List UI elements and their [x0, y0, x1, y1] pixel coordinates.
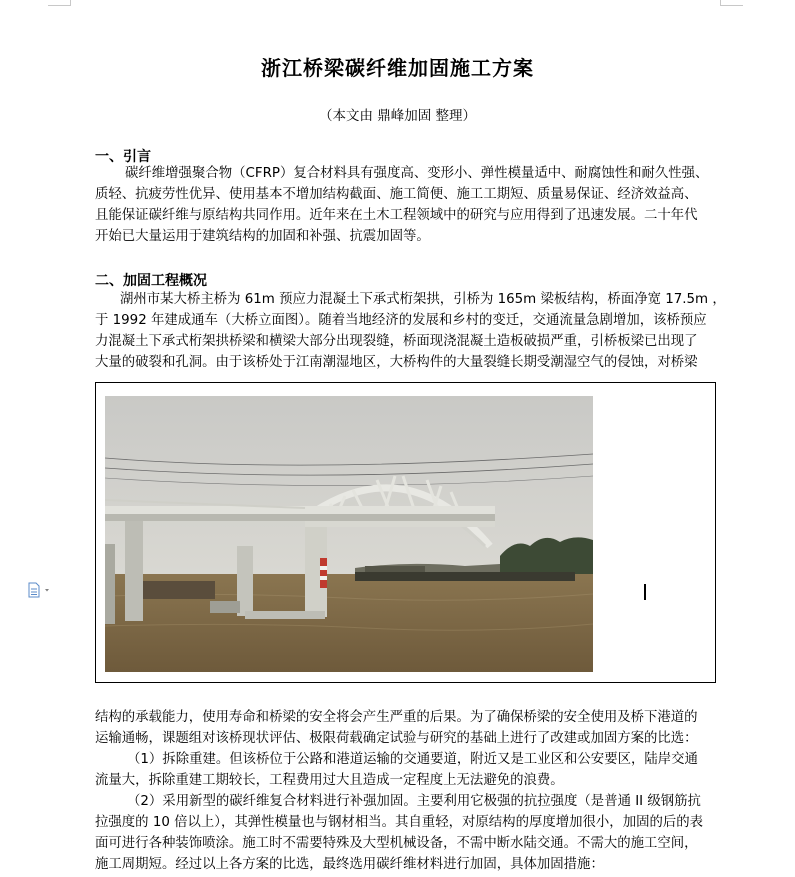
text-line: 面可进行各种装饰喷涂。施工时不需要特殊及大型机械设备，不需中断水陆交通。不需大的施工空间，	[95, 836, 698, 851]
text-line: 流量大，拆除重建工期较长，工程费用过大且造成一定程度上无法避免的浪费。	[95, 773, 564, 788]
text-line: 施工周期短。经过以上各方案的比选，最终选用碳纤维材料进行加固，具体加固措施：	[95, 857, 604, 872]
bridge-photo[interactable]	[105, 396, 593, 672]
section-heading-introduction: 一、引言	[95, 149, 151, 165]
bridge-elevation-image	[105, 396, 593, 672]
section-heading-overview: 二、加固工程概况	[95, 273, 207, 289]
text-cursor	[644, 584, 646, 600]
text-line: 运输通畅，课题组对该桥现状评估、极限荷载确定试验与研究的基础上进行了改建或加固方案的比选：	[95, 731, 698, 746]
margin-corner-top-left	[48, 0, 71, 6]
text-line: 拉强度的 10 倍以上），其弹性模量也与钢材相当。其自重轻，对原结构的厚度增加很小，加固的后的表	[95, 815, 704, 830]
text-line: （1）拆除重建。但该桥位于公路和港道运输的交通要道，附近又是工业区和公安要区，陆岸交通	[127, 752, 698, 767]
document-title: 浙江桥梁碳纤维加固施工方案	[261, 56, 534, 80]
text-line: 湖州市某大桥主桥为 61m 预应力混凝土下承式桁架拱，引桥为 165m 梁板结构，桥面净宽 17.5m ，	[120, 292, 726, 307]
text-line: 质轻、抗疲劳性优异、使用基本不增加结构截面、施工简便、施工工期短、质量易保证、经济效益高、	[95, 187, 698, 202]
text-line: 且能保证碳纤维与原结构共同作用。近年来在土木工程领域中的研究与应用得到了迅速发展。二十年代	[95, 208, 698, 223]
section-introduction-body	[95, 163, 720, 247]
text-line: 结构的承载能力，使用寿命和桥梁的安全将会产生严重的后果。为了确保桥梁的安全使用及桥下港道的	[95, 710, 698, 725]
text-line: 碳纤维增强聚合物（CFRP）复合材料具有强度高、变形小、弹性模量适中、耐腐蚀性和耐久性强、	[125, 166, 709, 181]
text-line: 大量的破裂和孔洞。由于该桥处于江南潮湿地区，大桥构件的大量裂缝长期受潮湿空气的侵蚀，对桥梁	[95, 355, 698, 370]
section-overview-continuation	[95, 707, 720, 875]
document-subtitle: （本文由 鼎峰加固 整理）	[318, 108, 477, 124]
text-line: 于 1992 年建成通车（大桥立面图）。随着当地经济的发展和乡村的变迁，交通流量急剧增加，该桥预应	[95, 313, 707, 328]
document-options-icon[interactable]	[27, 582, 53, 598]
text-line: 开始已大量运用于建筑结构的加固和补强、抗震加固等。	[95, 229, 430, 244]
text-line: （2）采用新型的碳纤维复合材料进行补强加固。主要利用它极强的抗拉强度（是普通 II 级钢筋抗	[127, 794, 701, 809]
section-overview-body	[95, 289, 726, 373]
bridge-photo-frame	[95, 382, 716, 683]
margin-corner-top-right	[720, 0, 743, 6]
text-line: 力混凝土下承式桁架拱桥梁和横梁大部分出现裂缝，桥面现浇混凝土造板破损严重，引桥板梁已出现了	[95, 334, 698, 349]
